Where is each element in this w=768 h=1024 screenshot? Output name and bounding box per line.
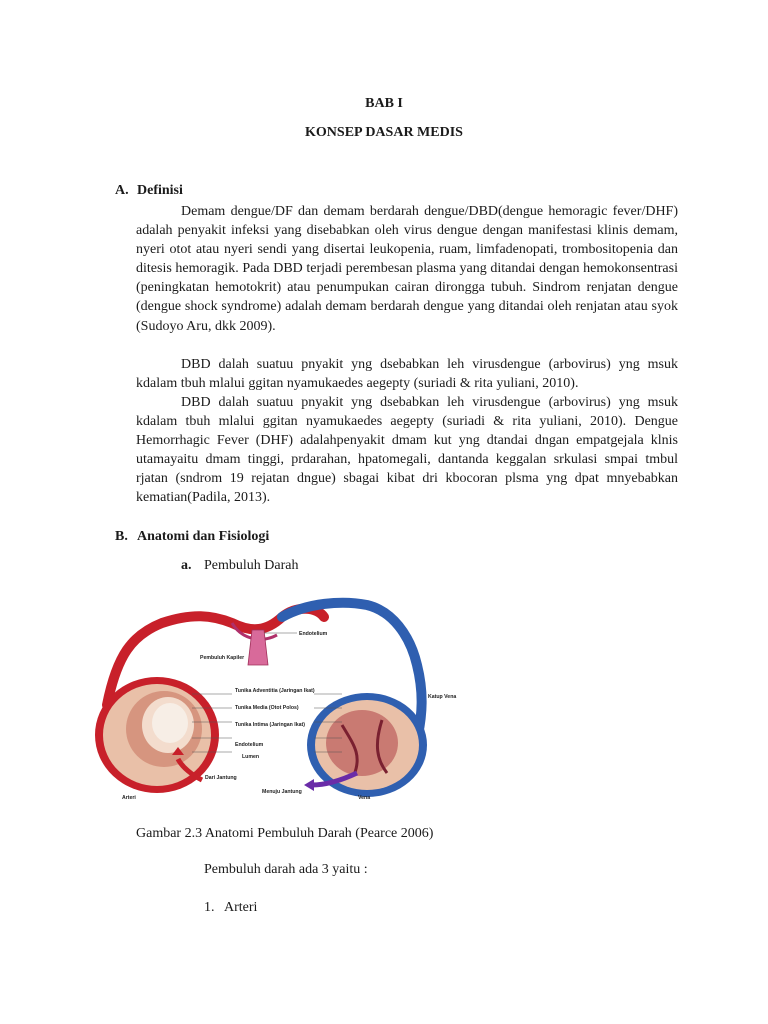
subsection-marker: a.: [181, 558, 192, 573]
label-kapiler: Pembuluh Kapiler: [200, 655, 245, 661]
artery-cross-section: [95, 677, 219, 793]
section-title: Definisi: [137, 183, 183, 198]
subsection-heading: [181, 558, 298, 574]
label-dari-jantung: Dari Jantung: [205, 775, 237, 781]
section-heading-anatomi: [115, 529, 269, 545]
list-item-marker: 1.: [204, 900, 215, 915]
label-intima: Tunika Intima (Jaringan Ikat): [235, 722, 305, 728]
label-endotelium: Endotelium: [235, 742, 264, 748]
list-item: [204, 900, 257, 916]
blood-vessel-anatomy-figure: [92, 595, 457, 810]
chapter-number: BAB I: [365, 96, 403, 111]
label-arteri: Arteri: [122, 795, 136, 801]
section-heading-definisi: [115, 183, 183, 199]
paragraph-dbd-2: DBD dalah suatuu pnyakit yng dsebabkan leh virusdengue (arbovirus) yng msuk kdalam tbuh mlalui ggitan nyamukaedes aegepty (suriadi & rita yuliani, 2010). Dengue Hemorrhagic Fever (DHF) adalahpenyakit dmam kut yng dtandai dngan empatgejala klnis utamayaitu dmam tinggi, prdarahan, hpatomegali, dantanda keggalan srkulasi smpai tmbul rjatan (sndrom 19 rejatan dngue) sbagai kibat dri kbocoran plsma yng dpat mnyebabkan kematian(Padila, 2013).: [136, 395, 678, 506]
label-menuju-jantung: Menuju Jantung: [262, 789, 302, 795]
section-marker: B.: [115, 529, 128, 544]
figure-caption: Gambar 2.3 Anatomi Pembuluh Darah (Pearce 2006): [136, 826, 434, 841]
list-intro: Pembuluh darah ada 3 yaitu :: [204, 862, 368, 877]
label-lumen: Lumen: [242, 754, 260, 760]
section-marker: A.: [115, 183, 129, 198]
list-item-label: Arteri: [224, 900, 258, 915]
paragraph-definition: Demam dengue/DF dan demam berdarah dengue/DBD(dengue hemoragic fever/DHF) adalah penyakit infeksi yang disebabkan oleh virus dengue dengan manifestasi klinis demam, nyeri otot atau nyeri sendi yang disertai leukopenia, ruam, limfadenopati, trombositopenia dan ditesis hemoragik. Pada DBD terjadi perembesan plasma yang ditandai dengan hemokonsentrasi (peningkatan hemotokrit) atau penumpukan cairan dirongga tubuh. Sindrom renjatan dengue (dengue shock syndrome) adalah demam berdarah dengue yang ditandai oleh renjatan atau syok (Sudoyo Aru, dkk 2009).: [136, 204, 678, 334]
label-katup: Katup Vena: [428, 694, 457, 700]
arrow-head-menuju-jantung: [304, 779, 314, 791]
section-title: Anatomi dan Fisiologi: [137, 529, 270, 544]
capillary-tube: [248, 630, 268, 665]
subsection-title: Pembuluh Darah: [204, 558, 299, 573]
label-vena: Vena: [358, 795, 371, 801]
label-media: Tunika Media (Otot Polos): [235, 705, 299, 711]
paragraph-dbd-1: DBD dalah suatuu pnyakit yng dsebabkan leh virusdengue (arbovirus) yng msuk kdalam tbuh mlalui ggitan nyamukaedes aegepty (suriadi & rita yuliani, 2010).: [136, 357, 678, 392]
label-endotelium-top: Endotelium: [299, 631, 328, 637]
label-adventitia: Tunika Adventitia (Jaringan Ikat): [235, 688, 315, 694]
chapter-title: KONSEP DASAR MEDIS: [305, 125, 463, 140]
